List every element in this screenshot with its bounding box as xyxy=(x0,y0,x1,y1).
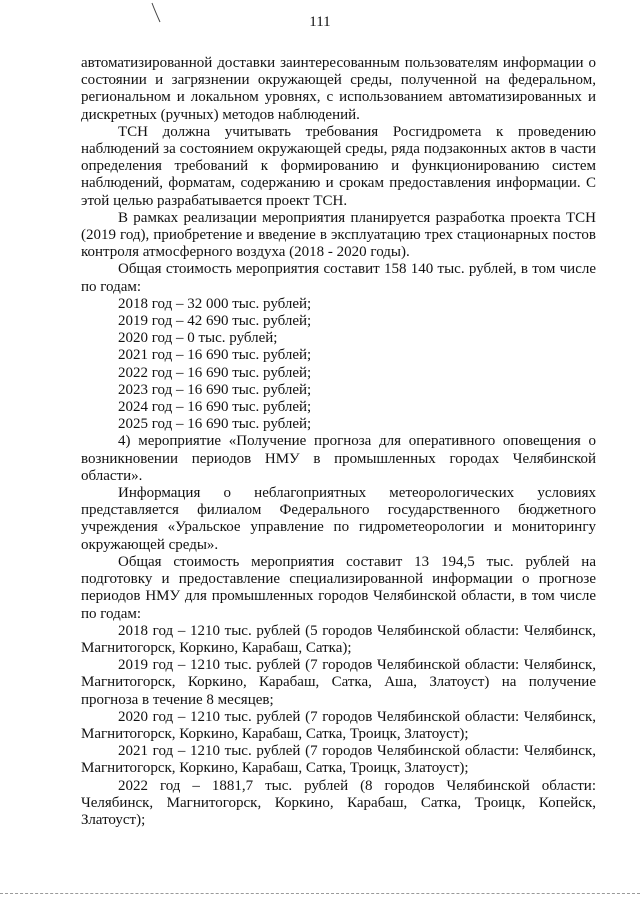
paragraph-forecast-measure: 4) мероприятие «Получение прогноза для оперативного оповещения о возникновении периодов НМУ в промышленных городах Челябинской области». xyxy=(81,433,596,484)
list-item: 2018 год – 32 000 тыс. рублей; xyxy=(118,295,312,312)
paragraph-tsn-project: В рамках реализации мероприятия планируется разработка проекта ТСН (2019 год), приобретение и введение в эксплуатацию трех стационарных постов контроля атмосферного воздуха (2018 - 2020 годы). xyxy=(81,209,596,261)
paragraph-forecast-cost: Общая стоимость мероприятия составит 13 194,5 тыс. рублей на подготовку и предоставление специализированной информации о прогнозе периодов НМУ для промышленных городов Челябинской области, в том числе по годам: xyxy=(81,553,596,622)
paragraph-year-2022: 2022 год – 1881,7 тыс. рублей (8 городов Челябинской области: Челябинск, Магнитогорск, Коркино, Карабаш, Сатка, Троицк, Копейск, Златоуст); xyxy=(81,777,596,828)
bottom-scan-edge xyxy=(0,893,640,894)
paragraph-year-2021: 2021 год – 1210 тыс. рублей (7 городов Челябинской области: Челябинск, Магнитогорск, Коркино, Карабаш, Сатка, Троицк, Златоуст); xyxy=(81,743,596,777)
paragraph-nmu-information: Информация о неблагоприятных метеорологических условиях представляется филиалом Федерального государственного бюджетного учреждения «Уральское управление по гидрометеорологии и мониторингу окружающей среды». xyxy=(81,485,596,553)
list-item: 2022 год – 16 690 тыс. рублей; xyxy=(118,364,312,381)
list-item: 2020 год – 0 тыс. рублей; xyxy=(118,330,278,347)
page-number: 111 xyxy=(309,14,331,30)
paragraph-continuation: автоматизированной доставки заинтересованным пользователям информации о состоянии и загрязнении окружающей среды, полученной на федеральном, региональном и локальном уровнях, с использованием автоматизированных и дискретных (ручных) методов наблюдений. xyxy=(81,55,596,123)
list-item: 2025 год – 16 690 тыс. рублей; xyxy=(118,416,312,433)
list-item: 2019 год – 42 690 тыс. рублей; xyxy=(118,313,312,330)
document-body xyxy=(81,55,596,829)
paragraph-year-2018: 2018 год – 1210 тыс. рублей (5 городов Челябинской области: Челябинск, Магнитогорск, Коркино, Карабаш, Сатка); xyxy=(81,622,596,656)
list-item: 2021 год – 16 690 тыс. рублей; xyxy=(118,347,312,364)
yearly-cost-list xyxy=(81,296,596,434)
paragraph-year-2020: 2020 год – 1210 тыс. рублей (7 городов Челябинской области: Челябинск, Магнитогорск, Коркино, Карабаш, Сатка, Троицк, Златоуст); xyxy=(81,708,596,742)
list-item: 2023 год – 16 690 тыс. рублей; xyxy=(118,381,312,398)
paragraph-total-cost: Общая стоимость мероприятия составит 158 140 тыс. рублей, в том числе по годам: xyxy=(81,261,596,295)
paragraph-tsn-requirements: ТСН должна учитывать требования Росгидромета к проведению наблюдений за состоянием окружающей среды, ряда подзаконных актов в части определения требований к формированию и функционированию систем наблюдений, форматам, содержанию и срокам предоставления информации. С этой целью разрабатывается проект ТСН. xyxy=(81,123,596,209)
paragraph-year-2019: 2019 год – 1210 тыс. рублей (7 городов Челябинской области: Челябинск, Магнитогорск, Коркино, Карабаш, Сатка, Аша, Златоуст) на получение прогноза в течение 8 месяцев; xyxy=(81,657,596,708)
list-item: 2024 год – 16 690 тыс. рублей; xyxy=(118,399,312,416)
